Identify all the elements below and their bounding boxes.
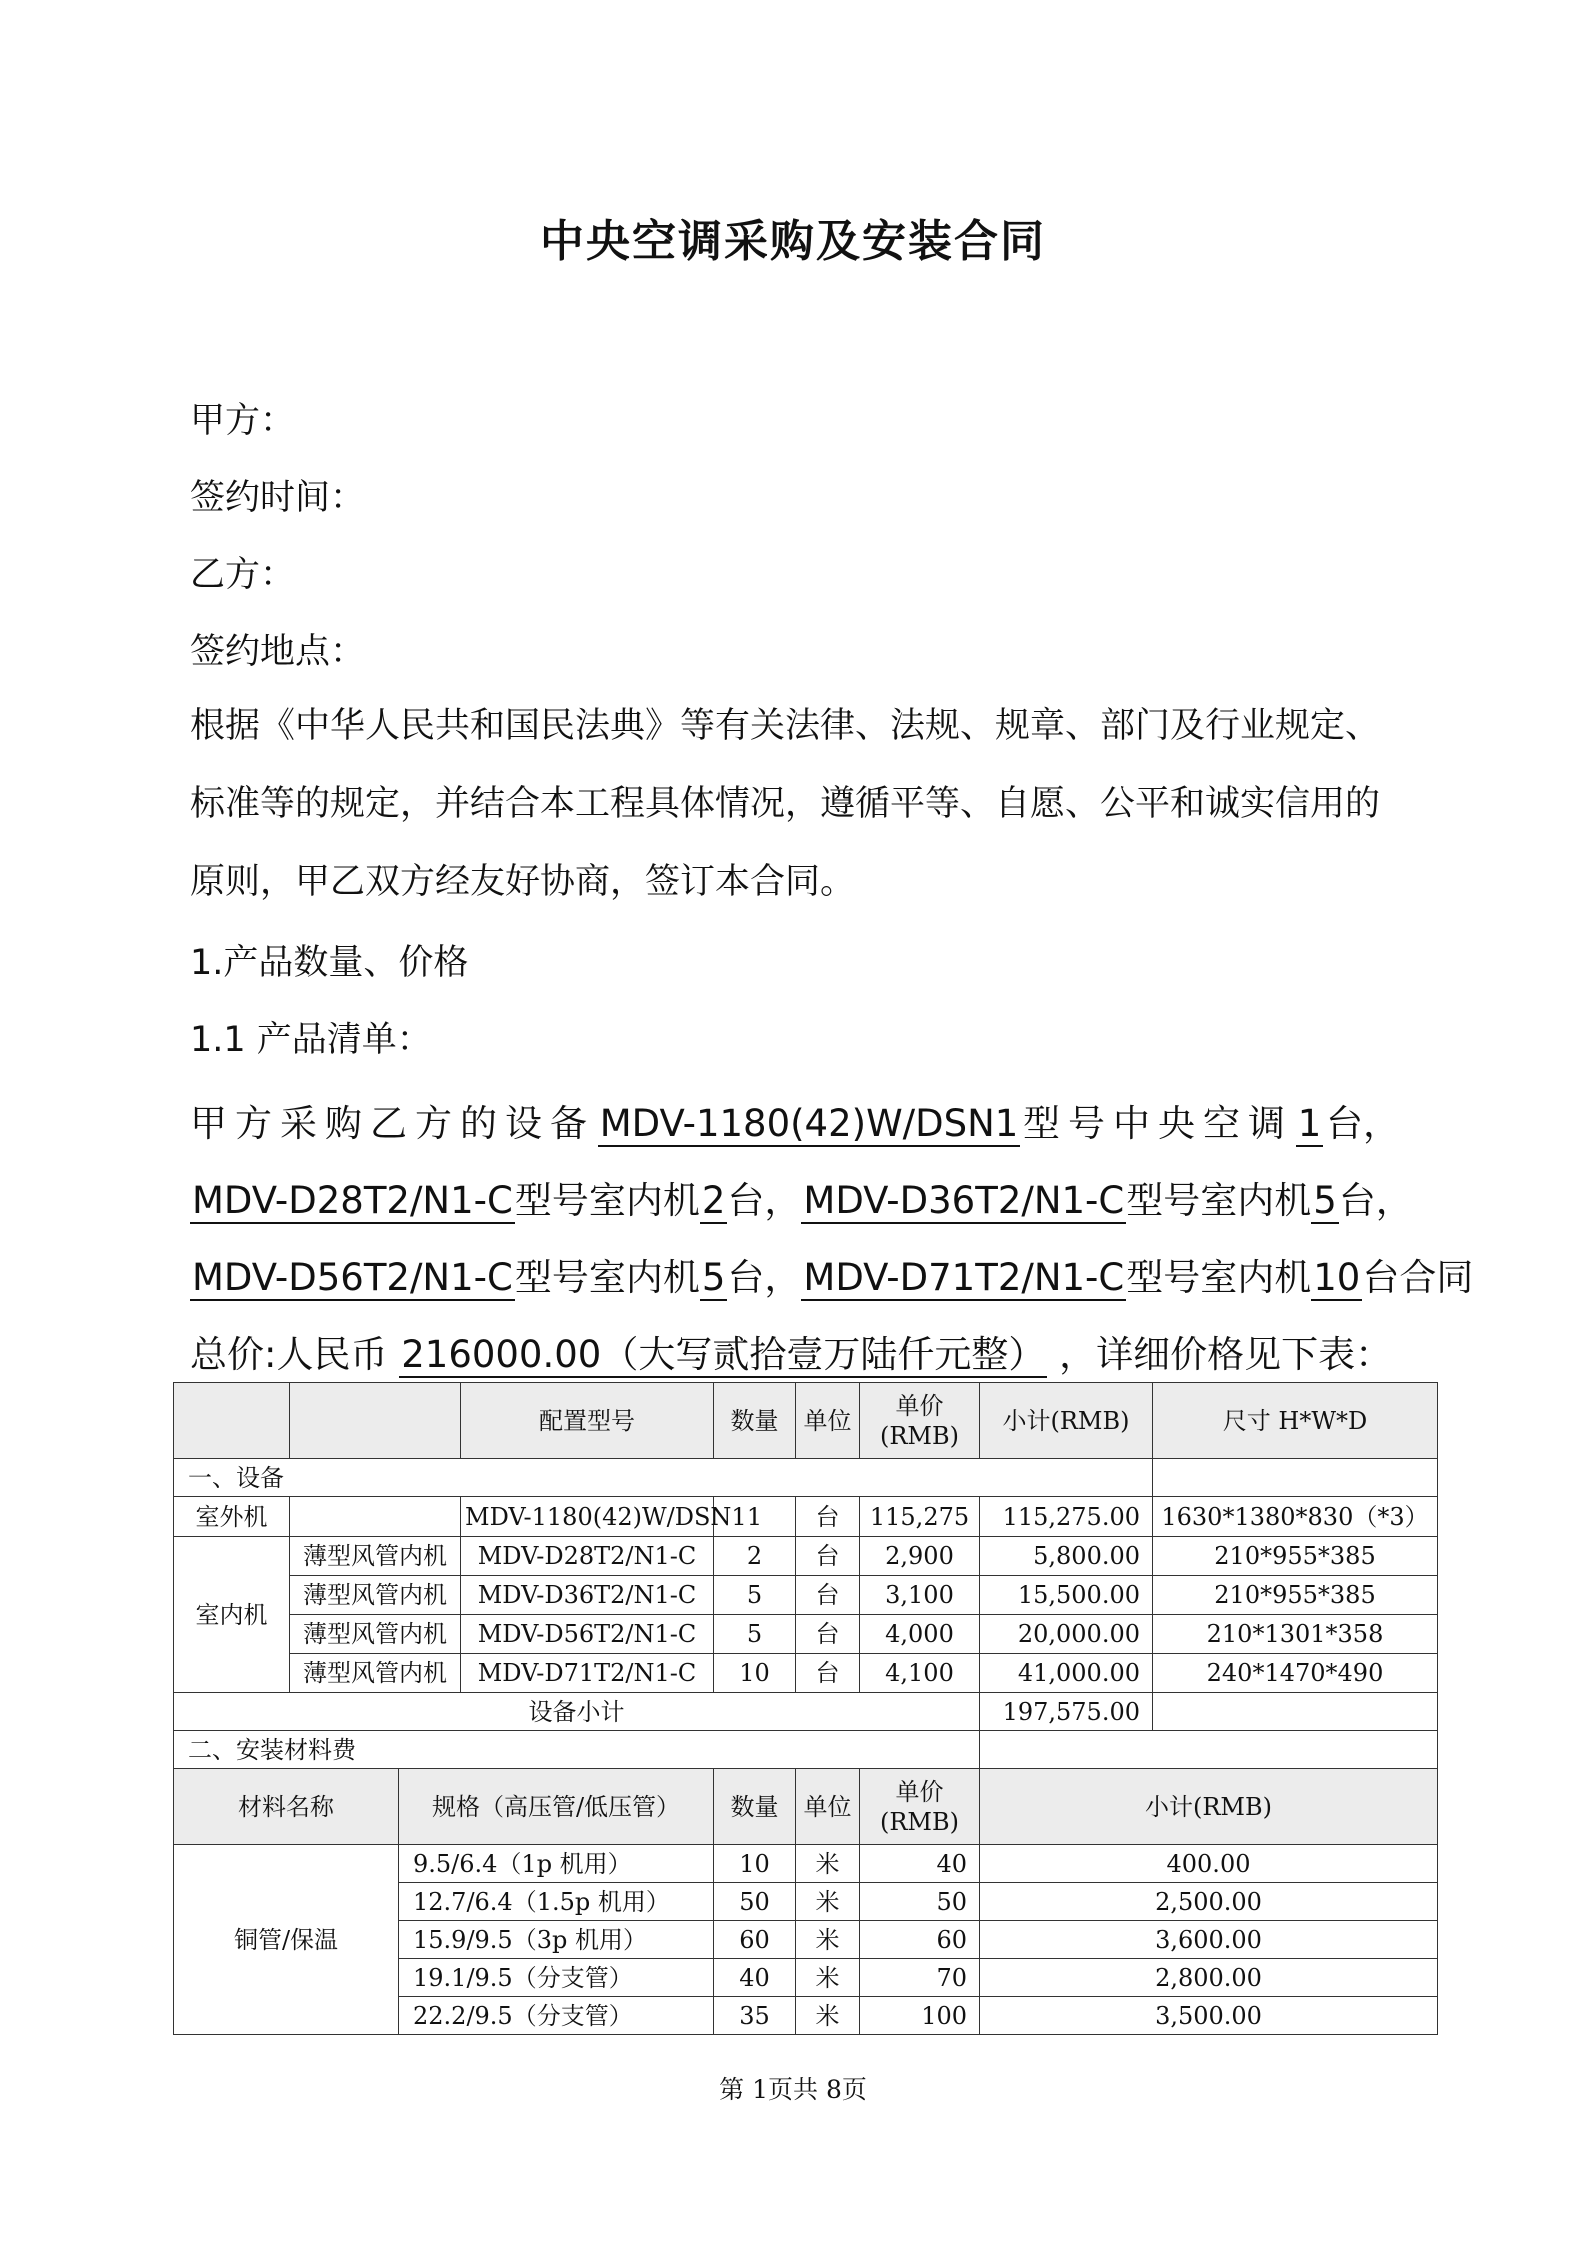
header-cell-empty	[174, 1383, 290, 1459]
table-row-indoor	[174, 1576, 1438, 1615]
purchase-text: 台，	[1325, 1102, 1400, 1145]
purchase-text: 型号室内机	[514, 1256, 700, 1299]
cell-qty: 40	[714, 1959, 796, 1997]
cell-subtotal: 41,000.00	[980, 1654, 1153, 1693]
cell-spec: 9.5/6.4（1p 机用）	[399, 1845, 714, 1883]
cell-subtotal: 115,275.00	[980, 1497, 1153, 1537]
table-row-indoor	[174, 1537, 1438, 1576]
cell-unit: 米	[796, 1997, 860, 2035]
cell-size: 240*1470*490	[1153, 1654, 1438, 1693]
purchase-text: 型号中央空调	[1023, 1102, 1294, 1145]
cell-model: MDV-1180(42)W/DSN1	[461, 1497, 714, 1537]
header-material-name: 材料名称	[174, 1769, 399, 1845]
cell-unit: 台	[796, 1654, 860, 1693]
header-unit: 单位	[796, 1383, 860, 1459]
header-subtotal: 小计(RMB)	[980, 1383, 1153, 1459]
header-spec: 规格（高压管/低压管）	[399, 1769, 714, 1845]
document-title: 中央空调采购及安装合同	[540, 216, 1046, 267]
header-subtotal: 小计(RMB)	[980, 1769, 1438, 1845]
cell-subtotal: 2,800.00	[980, 1959, 1438, 1997]
cell-qty: 2	[714, 1537, 796, 1576]
cell-qty: 50	[714, 1883, 796, 1921]
purchase-text: 台，	[727, 1256, 802, 1299]
cell-type: 薄型风管内机	[290, 1615, 461, 1654]
equipment-subtotal-row	[174, 1693, 1438, 1731]
indoor-model-field: MDV-D71T2/N1-C	[803, 1256, 1125, 1299]
cell-subtotal: 3,600.00	[980, 1921, 1438, 1959]
header-price: 单价(RMB)	[860, 1769, 980, 1845]
section-row-equipment	[174, 1459, 1438, 1497]
equipment-header-row	[174, 1383, 1438, 1459]
cell-unit: 台	[796, 1537, 860, 1576]
cell-subtotal: 20,000.00	[980, 1615, 1153, 1654]
cell-price: 2,900	[860, 1537, 980, 1576]
purchase-text: 台，	[727, 1179, 802, 1222]
sign-place-label: 签约地点：	[190, 632, 366, 672]
cell-spec: 15.9/9.5（3p 机用）	[399, 1921, 714, 1959]
cell-unit: 米	[796, 1845, 860, 1883]
cell-price: 70	[860, 1959, 980, 1997]
intro-paragraph: 根据《中华人民共和国民法典》等有关法律、法规、规章、部门及行业规定、标准等的规定，并结合本工程具体情况，遵循平等、自愿、公平和诚实信用的原则，甲乙双方经友好协商，签订本合同。	[190, 706, 1381, 902]
cell-unit: 米	[796, 1959, 860, 1997]
party-b-label: 乙方：	[190, 555, 296, 595]
cell-subtotal: 15,500.00	[980, 1576, 1153, 1615]
equipment-subtotal-value: 197,575.00	[980, 1693, 1153, 1731]
header-size: 尺寸 H*W*D	[1153, 1383, 1438, 1459]
section-label-install: 二、安装材料费	[174, 1731, 980, 1769]
indoor-model-field: MDV-D28T2/N1-C	[192, 1179, 513, 1222]
header-qty: 数量	[714, 1769, 796, 1845]
purchase-line-4	[190, 1324, 1392, 1378]
cell-model: MDV-D56T2/N1-C	[461, 1615, 714, 1654]
purchase-line-1	[190, 1093, 1400, 1147]
cell-spec: 12.7/6.4（1.5p 机用）	[399, 1883, 714, 1921]
cell-unit: 台	[796, 1615, 860, 1654]
empty-cell	[290, 1497, 461, 1537]
cell-price: 100	[860, 1997, 980, 2035]
cell-qty: 5	[714, 1615, 796, 1654]
indoor-label: 室内机	[174, 1537, 290, 1693]
cell-price: 60	[860, 1921, 980, 1959]
cell-size: 1630*1380*830（*3）	[1153, 1497, 1438, 1537]
section-1-1-heading: 1.1 产品清单：	[190, 1020, 432, 1060]
table-row-indoor	[174, 1615, 1438, 1654]
cell-unit: 米	[796, 1921, 860, 1959]
cell-unit: 米	[796, 1883, 860, 1921]
cell-price: 115,275	[860, 1497, 980, 1537]
header-unit: 单位	[796, 1769, 860, 1845]
empty-cell	[1153, 1693, 1438, 1731]
outdoor-label: 室外机	[174, 1497, 290, 1537]
equipment-subtotal-label: 设备小计	[174, 1693, 980, 1731]
cell-price: 4,000	[860, 1615, 980, 1654]
indoor-qty-field: 5	[1313, 1179, 1337, 1222]
header-qty: 数量	[714, 1383, 796, 1459]
purchase-text: 台，	[1338, 1179, 1413, 1222]
cell-qty: 1	[714, 1497, 796, 1537]
cell-price: 40	[860, 1845, 980, 1883]
cell-unit: 台	[796, 1497, 860, 1537]
header-cell-empty	[290, 1383, 461, 1459]
outdoor-model-field: MDV-1180(42)W/DSN1	[599, 1102, 1019, 1145]
empty-cell	[980, 1731, 1438, 1769]
cell-qty: 35	[714, 1997, 796, 2035]
cell-type: 薄型风管内机	[290, 1654, 461, 1693]
section-row-install	[174, 1731, 1438, 1769]
page-footer: 第 1页共 8页	[719, 2075, 867, 2104]
cell-qty: 10	[714, 1654, 796, 1693]
outdoor-qty-field: 1	[1297, 1102, 1322, 1145]
cell-size: 210*1301*358	[1153, 1615, 1438, 1654]
purchase-line-2	[190, 1170, 1413, 1224]
section-1-heading: 1.产品数量、价格	[190, 943, 469, 983]
purchase-text: 台合同	[1362, 1256, 1474, 1299]
table-row-outdoor	[174, 1497, 1438, 1537]
price-table	[173, 1382, 1438, 2035]
cell-type: 薄型风管内机	[290, 1537, 461, 1576]
indoor-qty-field: 5	[701, 1256, 726, 1299]
cell-price: 3,100	[860, 1576, 980, 1615]
purchase-text: 甲方采购乙方的设备	[190, 1102, 595, 1145]
header-model: 配置型号	[461, 1383, 714, 1459]
party-a-label: 甲方：	[190, 401, 296, 441]
indoor-qty-field: 10	[1313, 1256, 1361, 1299]
empty-cell	[1153, 1459, 1438, 1497]
indoor-model-field: MDV-D36T2/N1-C	[803, 1179, 1125, 1222]
cell-type: 薄型风管内机	[290, 1576, 461, 1615]
indoor-qty-field: 2	[701, 1179, 726, 1222]
cell-subtotal: 3,500.00	[980, 1997, 1438, 2035]
cell-size: 210*955*385	[1153, 1576, 1438, 1615]
cell-unit: 台	[796, 1576, 860, 1615]
sign-time-label: 签约时间：	[190, 478, 366, 518]
indoor-model-field: MDV-D56T2/N1-C	[192, 1256, 513, 1299]
purchase-text: 总价:人民币	[190, 1333, 388, 1376]
cell-subtotal: 5,800.00	[980, 1537, 1153, 1576]
cell-model: MDV-D28T2/N1-C	[461, 1537, 714, 1576]
purchase-text: 型号室内机	[514, 1179, 700, 1222]
cell-model: MDV-D36T2/N1-C	[461, 1576, 714, 1615]
cell-qty: 60	[714, 1921, 796, 1959]
header-price: 单价(RMB)	[860, 1383, 980, 1459]
contract-total-field: 216000.00（大写贰拾壹万陆仟元整）	[401, 1333, 1046, 1376]
materials-header-row	[174, 1769, 1438, 1845]
cell-spec: 19.1/9.5（分支管）	[399, 1959, 714, 1997]
cell-price: 4,100	[860, 1654, 980, 1693]
cell-spec: 22.2/9.5（分支管）	[399, 1997, 714, 2035]
section-label-equipment: 一、设备	[174, 1459, 1153, 1497]
cell-qty: 5	[714, 1576, 796, 1615]
cell-subtotal: 400.00	[980, 1845, 1438, 1883]
cell-subtotal: 2,500.00	[980, 1883, 1438, 1921]
purchase-text: 型号室内机	[1126, 1256, 1312, 1299]
purchase-text: ，详细价格见下表：	[1059, 1333, 1393, 1376]
purchase-line-3	[190, 1247, 1474, 1301]
purchase-text: 型号室内机	[1126, 1179, 1312, 1222]
cell-qty: 10	[714, 1845, 796, 1883]
cell-price: 50	[860, 1883, 980, 1921]
cell-model: MDV-D71T2/N1-C	[461, 1654, 714, 1693]
table-row-indoor	[174, 1654, 1438, 1693]
copper-label: 铜管/保温	[174, 1845, 399, 2035]
cell-size: 210*955*385	[1153, 1537, 1438, 1576]
table-row-material	[174, 1845, 1438, 1883]
